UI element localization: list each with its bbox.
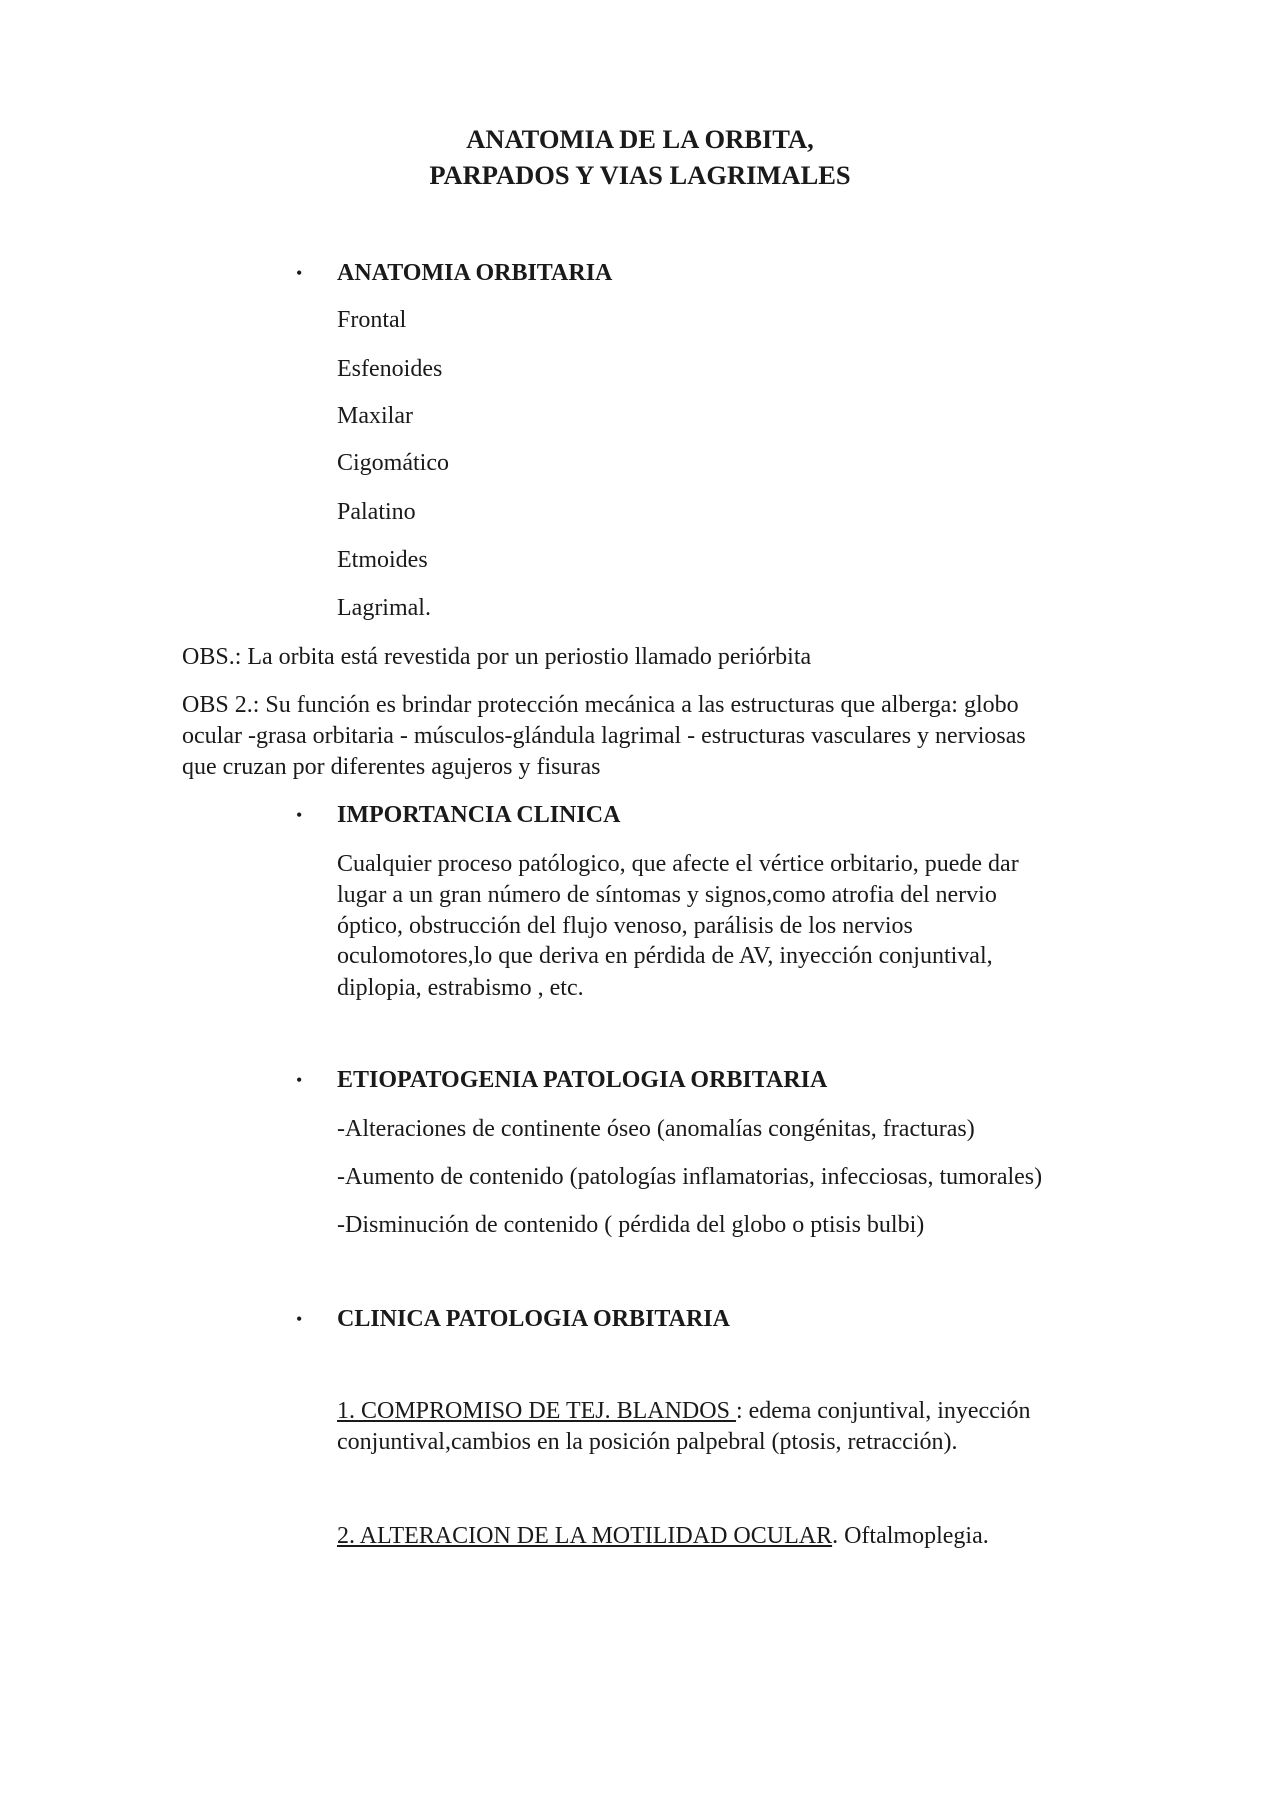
document-title-line-2: PARPADOS Y VIAS LAGRIMALES bbox=[429, 160, 851, 190]
bullet-icon: • bbox=[296, 805, 303, 825]
bone-item: Maxilar bbox=[337, 403, 413, 429]
paragraph-line: óptico, obstrucción del flujo venoso, parálisis de los nervios bbox=[337, 913, 913, 939]
document-title-line-1: ANATOMIA DE LA ORBITA, bbox=[466, 124, 814, 154]
etiology-item: -Disminución de contenido ( pérdida del globo o ptisis bulbi) bbox=[337, 1212, 925, 1238]
bone-item: Palatino bbox=[337, 499, 416, 525]
obs-note: OBS.: La orbita está revestida por un periostio llamado periórbita bbox=[182, 644, 812, 670]
clinical-item-1 bbox=[337, 1396, 1031, 1426]
bone-item: Etmoides bbox=[337, 547, 428, 573]
clinical-item-1-text: : edema conjuntival, inyección bbox=[735, 1398, 1031, 1424]
clinical-item-1-label: 1. COMPROMISO DE TEJ. BLANDOS bbox=[337, 1398, 736, 1424]
etiology-item: -Aumento de contenido (patologías inflamatorias, infecciosas, tumorales) bbox=[337, 1164, 1043, 1190]
paragraph-line: oculomotores,lo que deriva en pérdida de AV, inyección conjuntival, bbox=[337, 943, 993, 969]
etiology-item: -Alteraciones de continente óseo (anomalías congénitas, fracturas) bbox=[337, 1116, 975, 1142]
section-heading: CLINICA PATOLOGIA ORBITARIA bbox=[337, 1306, 730, 1332]
section-heading: ETIOPATOGENIA PATOLOGIA ORBITARIA bbox=[337, 1067, 828, 1093]
obs2-line: ocular -grasa orbitaria - músculos-glándula lagrimal - estructuras vasculares y nerviosas bbox=[182, 723, 1026, 749]
paragraph-line: lugar a un gran número de síntomas y signos,como atrofia del nervio bbox=[337, 882, 997, 908]
bullet-icon: • bbox=[296, 1309, 303, 1329]
paragraph-line: diplopia, estrabismo , etc. bbox=[337, 975, 584, 1001]
section-heading: ANATOMIA ORBITARIA bbox=[337, 260, 613, 286]
bone-item: Esfenoides bbox=[337, 356, 443, 382]
paragraph-line: Cualquier proceso patólogico, que afecte el vértice orbitario, puede dar bbox=[337, 851, 1019, 877]
clinical-item-2 bbox=[337, 1521, 989, 1551]
clinical-item-2-text: . Oftalmoplegia. bbox=[832, 1523, 989, 1549]
bone-item: Frontal bbox=[337, 307, 407, 333]
bone-item: Lagrimal. bbox=[337, 595, 431, 621]
clinical-item-1-continuation: conjuntival,cambios en la posición palpebral (ptosis, retracción). bbox=[337, 1429, 958, 1455]
obs2-line: OBS 2.: Su función es brindar protección mecánica a las estructuras que alberga: globo bbox=[182, 692, 1019, 718]
bone-item: Cigomático bbox=[337, 450, 449, 476]
clinical-item-2-label: 2. ALTERACION DE LA MOTILIDAD OCULAR bbox=[337, 1523, 833, 1549]
bullet-icon: • bbox=[296, 263, 303, 283]
obs2-line: que cruzan por diferentes agujeros y fisuras bbox=[182, 754, 601, 780]
bullet-icon: • bbox=[296, 1070, 303, 1090]
section-heading: IMPORTANCIA CLINICA bbox=[337, 802, 621, 828]
